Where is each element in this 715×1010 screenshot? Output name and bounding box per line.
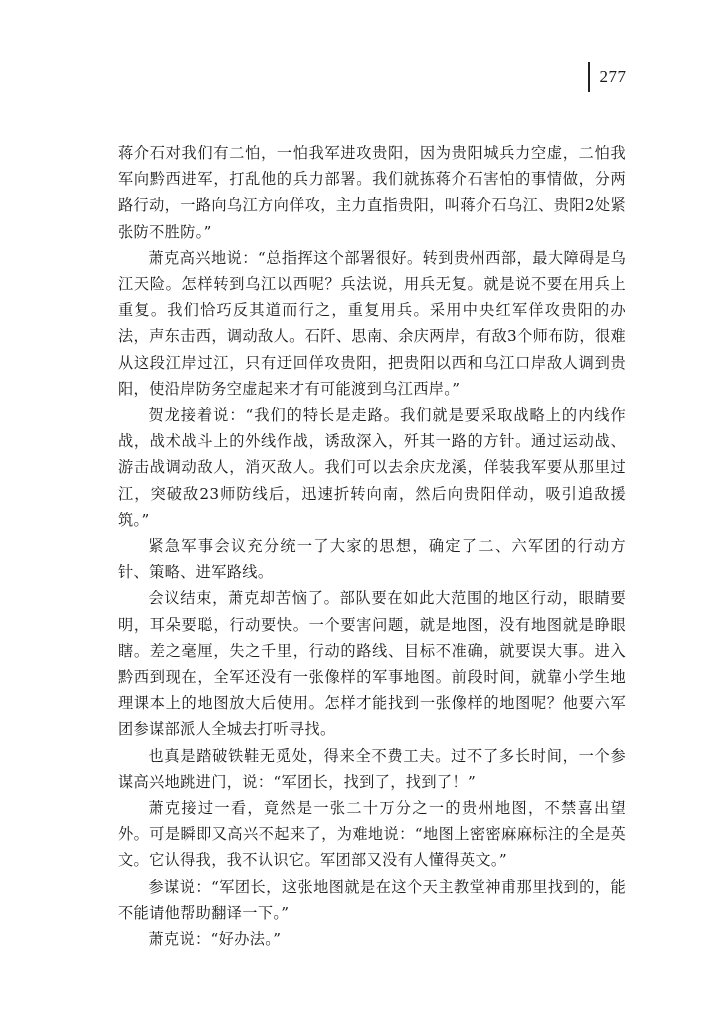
page-header — [588, 62, 627, 92]
paragraph: 紧急军事会议充分统一了大家的思想，确定了二、六军团的行动方针、策略、进军路线。 — [118, 537, 626, 582]
paragraph: 会议结束，萧克却苦恼了。部队要在如此大范围的地区行动，眼睛要明，耳朵要聪，行动要快。一个要害问题，就是地图，没有地图就是睁眼瞎。差之毫厘，失之千里，行动的路线、目标不准确，就要误大事。进入黔西到现在，全军还没有一张像样的军事地图。前段时间，就靠小学生地理课本上的地图放大后使用。怎样才能找到一张像样的地图呢？他要六军团参谋部派人全城去打听寻找。 — [118, 589, 626, 739]
paragraph: 萧克接过一看，竟然是一张二十万分之一的贵州地图，不禁喜出望外。可是瞬即又高兴不起来了，为难地说：“地图上密密麻麻标注的全是英文。它认得我，我不认识它。军团部又没有人懂得英文。” — [118, 799, 626, 870]
paragraph: 萧克说：“好办法。” — [148, 930, 282, 949]
paragraph-continued: 蒋介石对我们有二怕，一怕我军进攻贵阳，因为贵阳城兵力空虚，二怕我军向黔西进军，打乱他的兵力部署。我们就拣蒋介石害怕的事情做，分两路行动，一路向乌江方向佯攻，主力直指贵阳，叫蒋介石乌江、贵阳2处紧张防不胜防。” — [118, 144, 626, 241]
text-body — [118, 140, 626, 952]
paragraph: 参谋说：“军团长，这张地图就是在这个天主教堂神甫那里找到的，能不能请他帮助翻译一下。” — [118, 877, 626, 922]
paragraph: 也真是踏破铁鞋无觅处，得来全不费工夫。过不了多长时间，一个参谋高兴地跳进门，说：“军团长，找到了，找到了！” — [118, 746, 626, 791]
header-divider — [588, 62, 590, 92]
paragraph: 萧克高兴地说：“总指挥这个部署很好。转到贵州西部，最大障碍是乌江天险。怎样转到乌江以西呢？兵法说，用兵无复。就是说不要在用兵上重复。我们恰巧反其道而行之，重复用兵。采用中央红军佯攻贵阳的办法，声东击西，调动敌人。石阡、思南、余庆两岸，有敌3个师布防，很难从这段江岸过江，只有迂回佯攻贵阳，把贵阳以西和乌江口岸敌人调到贵阳，使沿岸防务空虚起来才有可能渡到乌江西岸。” — [118, 248, 626, 398]
paragraph: 贺龙接着说：“我们的特长是走路。我们就是要采取战略上的内线作战，战术战斗上的外线作战，诱敌深入，歼其一路的方针。通过运动战、游击战调动敌人，消灭敌人。我们可以去余庆龙溪，佯装我军要从那里过江，突破敌23师防线后，迅速折转向南，然后向贵阳佯动，吸引追敌援筑。” — [118, 406, 626, 529]
page-number: 277 — [599, 67, 627, 86]
